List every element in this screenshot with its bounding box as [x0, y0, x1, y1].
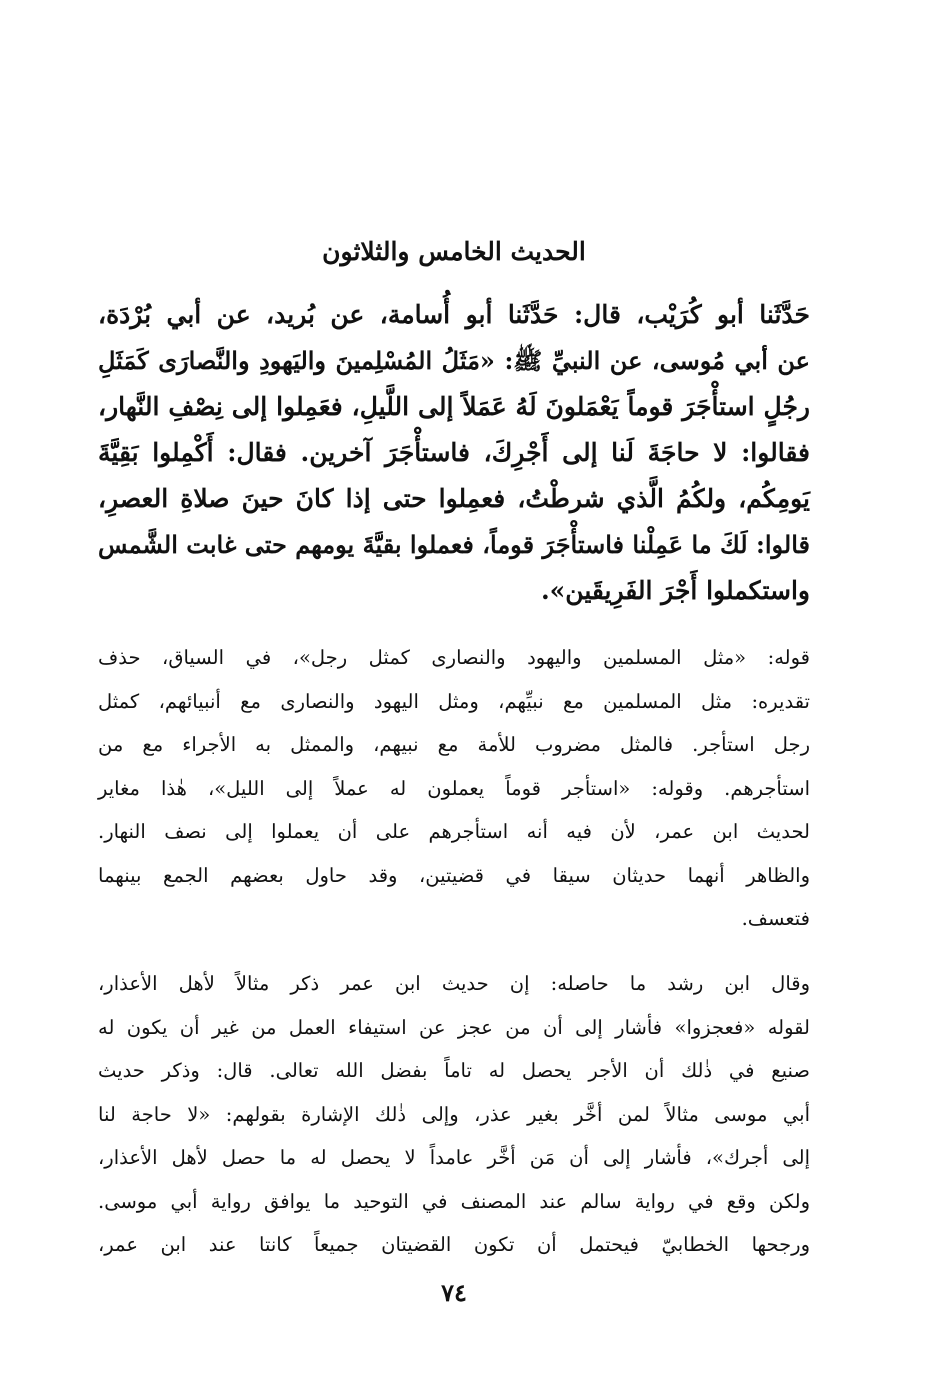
hadith-line: يَومِكُم، ولكُمُ الَّذي شرطْتُ، فعمِلوا حتى إذا كانَ حينَ صلاةِ العصرِ، [98, 484, 810, 513]
commentary-line: والظاهر أنهما حديثان سيقا في قضيتين، وقد حاول بعضهم الجمع بينهما [98, 863, 810, 887]
commentary-line: تقديره: مثل المسلمين مع نبيِّهم، ومثل اليهود والنصارى مع أنبيائهم، كمثل [98, 689, 810, 713]
commentary-line: أبي موسى مثالاً لمن أخَّر بغير عذر، وإلى ذٰلك الإشارة بقولهم: «لا حاجة لنا [98, 1102, 810, 1126]
hadith-line: قالوا: لَكَ ما عَمِلْنا فاستأْجَرَ قوماً، فعملوا بقيَّةَ يومهم حتى غابت الشَّمس [98, 530, 810, 559]
hadith-line: عن أبي مُوسى، عن النبيِّ ﷺ: «مَثَلُ المُسْلِمينَ واليَهودِ والنَّصارَى كَمَثَلِ [98, 346, 810, 375]
commentary-paragraph [98, 962, 810, 1267]
hadith-line: حَدَّثَنا أبو كُرَيْب، قال: حَدَّثَنا أبو أُسامة، عن بُريد، عن أبي بُرْدَة، [98, 300, 810, 329]
chapter-title: الحديث الخامس والثلاثون [322, 237, 586, 266]
commentary-line: إلى أجرك»، فأشار إلى أن مَن أخَّر عامداً لا يحصل له ما حصل لأهل الأعذار، [98, 1146, 810, 1169]
commentary-line: ورجحها الخطابيّ فيحتمل أن تكون القضيتان جميعاً كانتا عند ابن عمر، [98, 1233, 810, 1256]
commentary-line: لقوله «فعجزوا» فأشار إلى أن من عجز عن استيفاء العمل من غير أن يكون له [98, 1015, 810, 1039]
hadith-line: فقالوا: لا حاجَةَ لَنا إلى أَجْرِكَ، فاستأْجَرَ آخرين. فقال: أَكْمِلوا بَقِيَّةَ [98, 438, 810, 467]
book-page [98, 0, 810, 1373]
commentary-line: فتعسف. [741, 907, 810, 930]
commentary-line: لحديث ابن عمر، لأن فيه أنه استأجرهم على أن يعملوا إلى نصف النهار. [98, 820, 810, 843]
commentary-paragraph [98, 636, 810, 941]
hadith-line: رجُلٍ استأْجَرَ قوماً يَعْمَلونَ لَهُ عَمَلاً إلى اللَّيلِ، فعَمِلوا إلى نِصْفِ النَّهار، [98, 392, 810, 421]
hadith-text [98, 292, 810, 614]
commentary-line: قوله: «مثل المسلمين واليهود والنصارى كمثل رجل»، في السياق، حذف [98, 646, 810, 669]
commentary-line: ولكن وقع في رواية سالم عند المصنف في التوحيد ما يوافق رواية أبي موسى. [98, 1189, 810, 1213]
commentary-line: استأجرهم. وقوله: «استأجر قوماً يعملون له عملاً إلى الليل»، هٰذا مغاير [98, 776, 810, 800]
commentary-line: صنيع في ذٰلك أن الأجر يحصل له تاماً بفضل الله تعالى. قال: وذكر حديث [98, 1059, 810, 1082]
commentary-line: رجل استأجر. فالمثل مضروب للأمة مع نبيهم، والممثل به الأجراء مع من [98, 733, 810, 756]
commentary-line: وقال ابن رشد ما حاصله: إن حديث ابن عمر ذكر مثالاً لأهل الأعذار، [98, 972, 810, 995]
hadith-line: واستكملوا أَجْرَ الفَرِيقَين». [540, 576, 810, 605]
page-number: ٧٤ [441, 1278, 467, 1307]
